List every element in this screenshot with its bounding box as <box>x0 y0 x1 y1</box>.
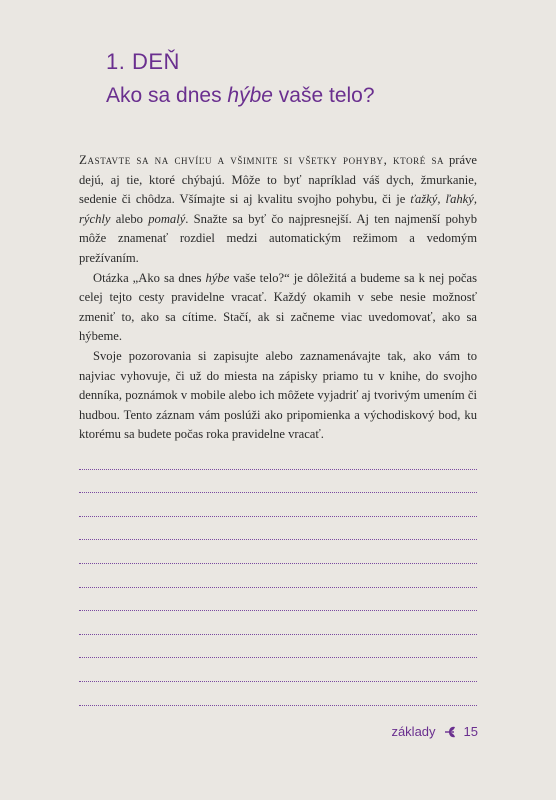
chapter-number: 1. DEŇ <box>106 49 180 74</box>
note-lines[interactable] <box>79 446 477 706</box>
title-part-2: vaše telo? <box>272 84 375 107</box>
note-line[interactable] <box>79 470 477 494</box>
p2-text-2: vaše telo?“ je dôležitá a budeme sa k nej počas celej tejto cesty pravidelne vracať. Každý okamih v sebe nesie možnosť zmeniť to, ako sa cítime. Stačí, ak si začneme viac uvedomovať, ako sa hýbeme. <box>79 270 477 344</box>
note-line[interactable] <box>79 588 477 612</box>
section-label: základy <box>391 724 436 739</box>
note-line[interactable] <box>79 446 477 470</box>
p1-text-1: práve dejú, aj tie, ktoré chýbajú. Môže to byť napríklad váš dych, žmurkanie, sedenie či chôdza. Všímajte si aj kvalitu svojho pohybu, či je <box>79 153 477 207</box>
p2-emphasis: hýbe <box>205 270 230 285</box>
paragraph-1 <box>79 150 477 269</box>
title-part-1: Ako sa dnes <box>106 84 228 107</box>
paragraph-lead: Zastavte sa na chvíľu a všimnite si všetky pohyby, ktoré sa <box>79 152 445 167</box>
body-text <box>79 150 477 445</box>
p1-emphasis-2: pomalý <box>148 211 186 226</box>
note-line[interactable] <box>79 517 477 541</box>
paragraph-3 <box>79 347 477 445</box>
p1-text-2: alebo <box>110 211 149 226</box>
p1-text-3: . Snažte sa byť čo najpresnejší. Aj ten najmenší pohyb môže znamenať rozdiel medzi automatickým režimom a vedomým prežívaním. <box>79 211 477 265</box>
note-line[interactable] <box>79 635 477 659</box>
p3-text-1: Svoje pozorovania si zapisujte alebo zaznamenávajte tak, ako vám to najviac vyhovuje, či už do miesta na zápisky priamo tu v knihe, do svojho denníka, poznámok v mobile alebo ich môžete vyjadriť aj tvorivým umením či hudbou. Tento záznam vám poslúži ako pripomienka a východiskový bod, ku ktorému sa budete počas roka pravidelne vracať. <box>79 348 477 442</box>
leaf-ornament-icon <box>443 725 457 739</box>
page-number: 15 <box>463 724 478 739</box>
note-line[interactable] <box>79 493 477 517</box>
page-footer <box>391 724 478 739</box>
note-line[interactable] <box>79 564 477 588</box>
note-line[interactable] <box>79 540 477 564</box>
paragraph-2 <box>79 269 477 347</box>
chapter-title <box>106 84 375 108</box>
p2-text-1: Otázka „Ako sa dnes <box>93 270 206 285</box>
title-emphasis: hýbe <box>227 84 273 107</box>
note-line[interactable] <box>79 658 477 682</box>
note-line[interactable] <box>79 682 477 706</box>
note-line[interactable] <box>79 611 477 635</box>
p1-emphasis-1: ťažký, ľahký, rýchly <box>79 192 477 226</box>
